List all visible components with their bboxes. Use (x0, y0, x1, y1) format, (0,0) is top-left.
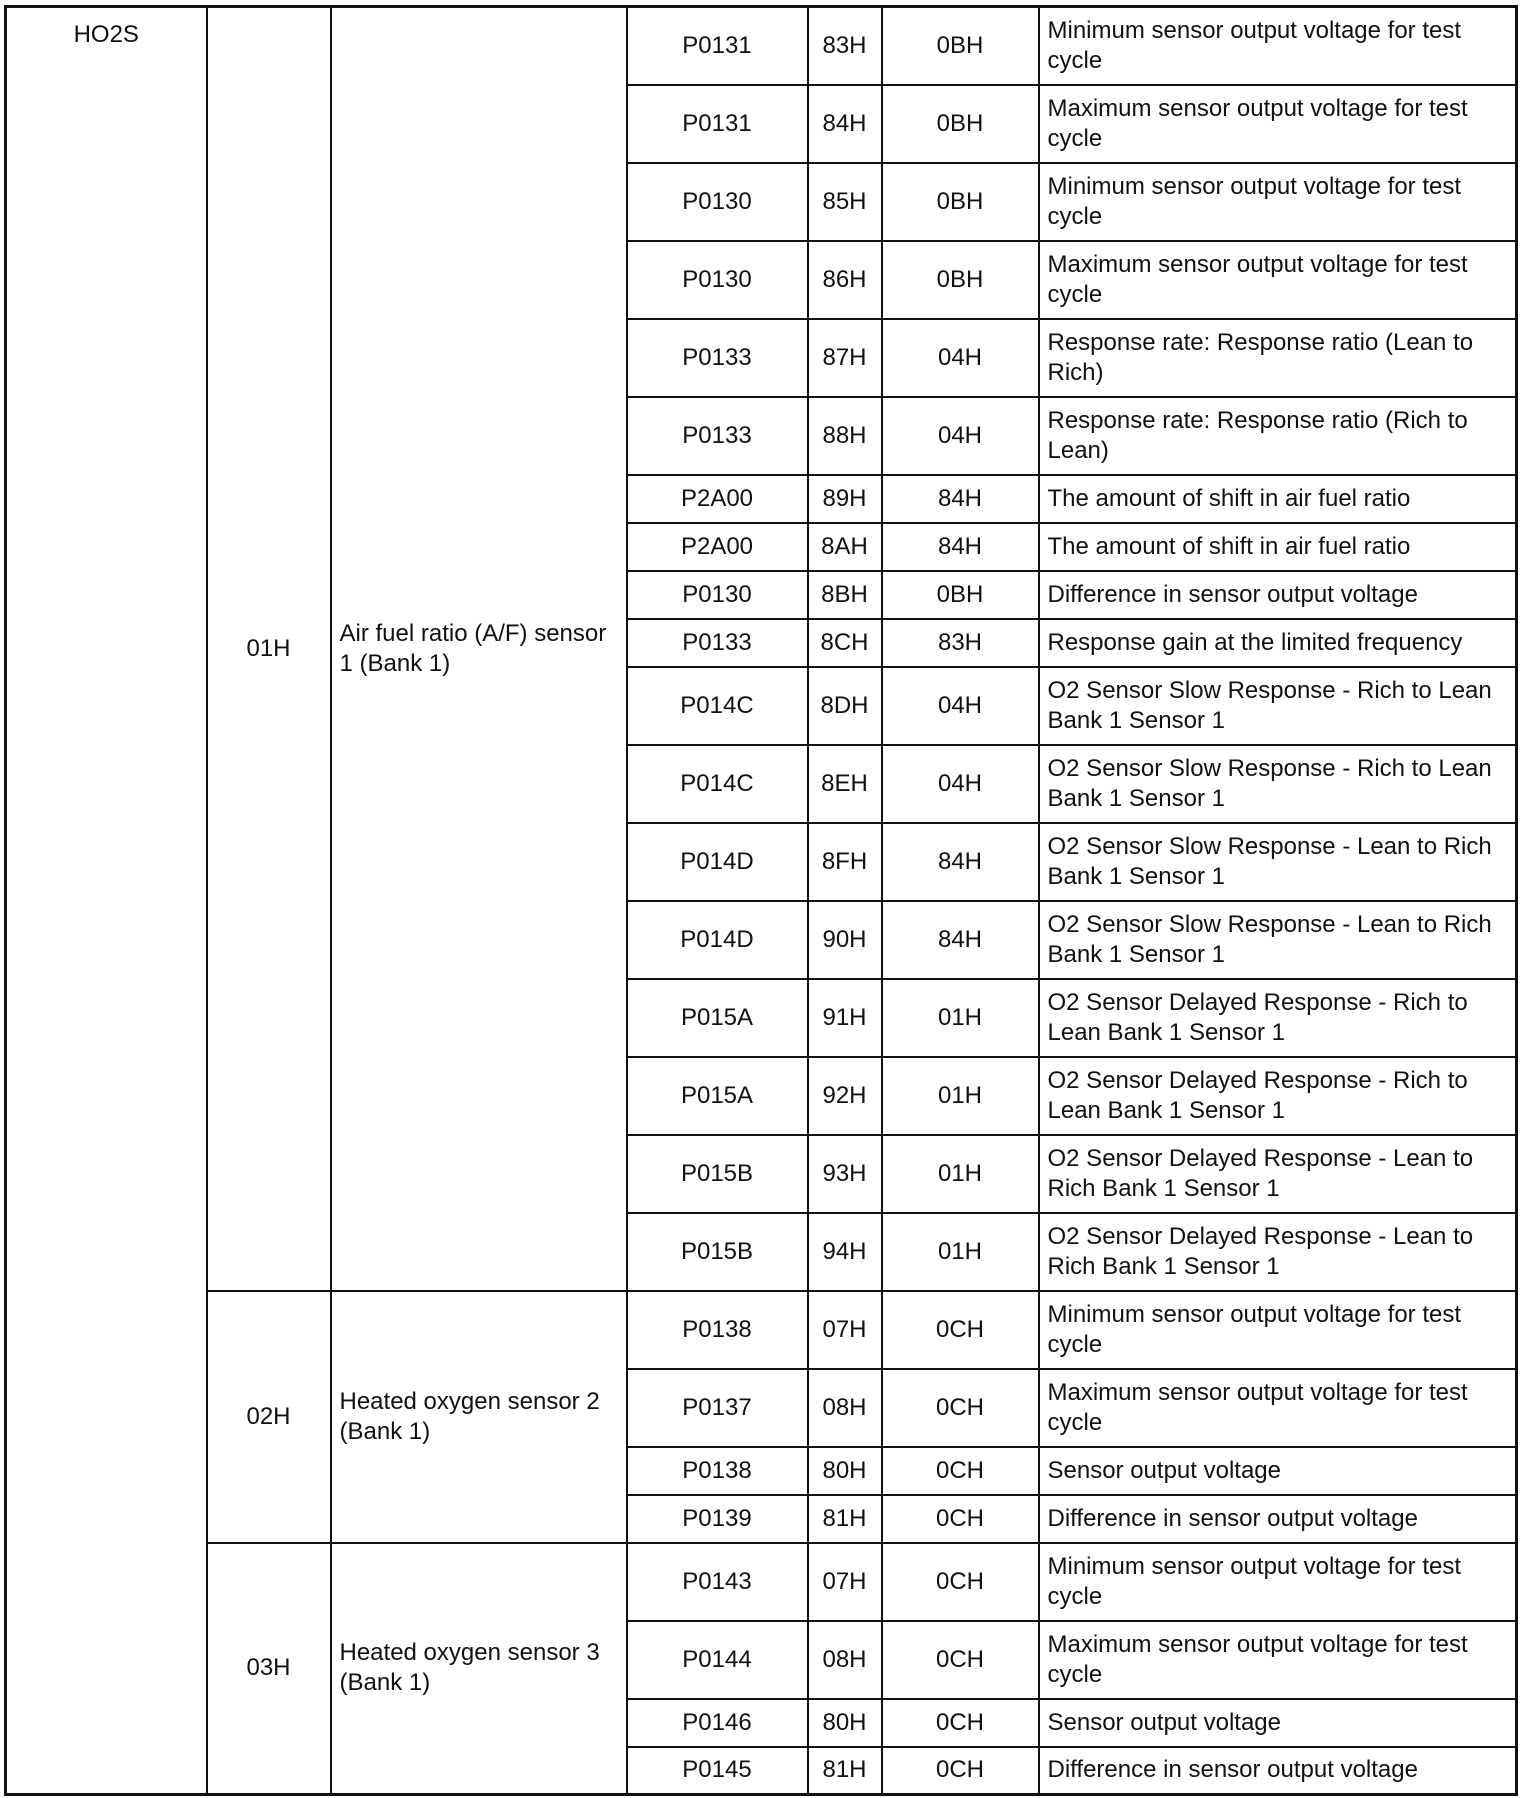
description-cell: O2 Sensor Slow Response - Rich to Lean Bank 1 Sensor 1 (1039, 745, 1517, 823)
monitor-id-cell: 80H (808, 1447, 882, 1495)
dtc-code-cell: P0145 (627, 1747, 808, 1795)
test-id-cell: 02H (207, 1291, 331, 1543)
unit-id-cell: 0BH (882, 241, 1039, 319)
monitor-id-cell: 07H (808, 1291, 882, 1369)
unit-id-cell: 0CH (882, 1447, 1039, 1495)
description-cell: Response rate: Response ratio (Lean to Rich) (1039, 319, 1517, 397)
description-cell: Maximum sensor output voltage for test cycle (1039, 241, 1517, 319)
unit-id-cell: 01H (882, 1213, 1039, 1291)
unit-id-cell: 0CH (882, 1747, 1039, 1795)
description-cell: The amount of shift in air fuel ratio (1039, 523, 1517, 571)
dtc-code-cell: P015A (627, 979, 808, 1057)
dtc-code-cell: P0130 (627, 241, 808, 319)
dtc-code-cell: P0131 (627, 7, 808, 85)
description-cell: Maximum sensor output voltage for test cycle (1039, 1369, 1517, 1447)
description-cell: Sensor output voltage (1039, 1447, 1517, 1495)
description-cell: Response rate: Response ratio (Rich to Lean) (1039, 397, 1517, 475)
table-body (6, 7, 1517, 1795)
component-cell: Air fuel ratio (A/F) sensor 1 (Bank 1) (331, 7, 627, 1291)
unit-id-cell: 0CH (882, 1543, 1039, 1621)
monitor-id-cell: 8BH (808, 571, 882, 619)
dtc-code-cell: P0137 (627, 1369, 808, 1447)
dtc-code-cell: P015B (627, 1135, 808, 1213)
dtc-code-cell: P015B (627, 1213, 808, 1291)
monitor-id-cell: 90H (808, 901, 882, 979)
monitor-id-cell: 86H (808, 241, 882, 319)
dtc-monitor-table (4, 5, 1518, 1796)
unit-id-cell: 01H (882, 1057, 1039, 1135)
unit-id-cell: 0CH (882, 1291, 1039, 1369)
description-cell: Minimum sensor output voltage for test cycle (1039, 7, 1517, 85)
unit-id-cell: 04H (882, 397, 1039, 475)
table-row (6, 1543, 1517, 1621)
description-cell: The amount of shift in air fuel ratio (1039, 475, 1517, 523)
dtc-code-cell: P0133 (627, 619, 808, 667)
unit-id-cell: 84H (882, 523, 1039, 571)
unit-id-cell: 01H (882, 979, 1039, 1057)
unit-id-cell: 0CH (882, 1699, 1039, 1747)
dtc-code-cell: P2A00 (627, 475, 808, 523)
test-id-cell: 01H (207, 7, 331, 1291)
unit-id-cell: 0BH (882, 85, 1039, 163)
dtc-code-cell: P0139 (627, 1495, 808, 1543)
description-cell: Minimum sensor output voltage for test cycle (1039, 1543, 1517, 1621)
monitor-id-cell: 08H (808, 1621, 882, 1699)
dtc-code-cell: P0133 (627, 319, 808, 397)
description-cell: O2 Sensor Slow Response - Lean to Rich Bank 1 Sensor 1 (1039, 901, 1517, 979)
unit-id-cell: 0CH (882, 1369, 1039, 1447)
unit-id-cell: 04H (882, 667, 1039, 745)
dtc-code-cell: P0143 (627, 1543, 808, 1621)
dtc-code-cell: P014C (627, 667, 808, 745)
dtc-code-cell: P0144 (627, 1621, 808, 1699)
dtc-code-cell: P0133 (627, 397, 808, 475)
monitor-id-cell: 84H (808, 85, 882, 163)
unit-id-cell: 04H (882, 319, 1039, 397)
test-id-cell: 03H (207, 1543, 331, 1795)
monitor-id-cell: 93H (808, 1135, 882, 1213)
dtc-code-cell: P015A (627, 1057, 808, 1135)
monitor-id-cell: 8FH (808, 823, 882, 901)
description-cell: O2 Sensor Delayed Response - Lean to Rich Bank 1 Sensor 1 (1039, 1213, 1517, 1291)
description-cell: O2 Sensor Slow Response - Rich to Lean Bank 1 Sensor 1 (1039, 667, 1517, 745)
monitor-id-cell: 85H (808, 163, 882, 241)
dtc-code-cell: P0131 (627, 85, 808, 163)
unit-id-cell: 83H (882, 619, 1039, 667)
unit-id-cell: 0BH (882, 571, 1039, 619)
monitor-id-cell: 89H (808, 475, 882, 523)
table-row (6, 7, 1517, 85)
monitor-id-cell: 8CH (808, 619, 882, 667)
description-cell: Maximum sensor output voltage for test cycle (1039, 85, 1517, 163)
dtc-code-cell: P0130 (627, 163, 808, 241)
monitor-id-cell: 94H (808, 1213, 882, 1291)
monitor-id-cell: 8EH (808, 745, 882, 823)
description-cell: Difference in sensor output voltage (1039, 1495, 1517, 1543)
monitor-id-cell: 88H (808, 397, 882, 475)
table-row (6, 1291, 1517, 1369)
monitor-id-cell: 8DH (808, 667, 882, 745)
component-cell: Heated oxygen sensor 3 (Bank 1) (331, 1543, 627, 1795)
monitor-id-cell: 81H (808, 1495, 882, 1543)
description-cell: Maximum sensor output voltage for test cycle (1039, 1621, 1517, 1699)
dtc-code-cell: P2A00 (627, 523, 808, 571)
dtc-code-cell: P0138 (627, 1291, 808, 1369)
monitor-id-cell: 83H (808, 7, 882, 85)
monitor-id-cell: 08H (808, 1369, 882, 1447)
description-cell: Response gain at the limited frequency (1039, 619, 1517, 667)
unit-id-cell: 01H (882, 1135, 1039, 1213)
dtc-code-cell: P0130 (627, 571, 808, 619)
dtc-code-cell: P0146 (627, 1699, 808, 1747)
unit-id-cell: 0BH (882, 7, 1039, 85)
component-cell: Heated oxygen sensor 2 (Bank 1) (331, 1291, 627, 1543)
system-cell: HO2S (6, 7, 207, 1795)
description-cell: O2 Sensor Delayed Response - Lean to Rich Bank 1 Sensor 1 (1039, 1135, 1517, 1213)
unit-id-cell: 0CH (882, 1621, 1039, 1699)
unit-id-cell: 0CH (882, 1495, 1039, 1543)
unit-id-cell: 84H (882, 823, 1039, 901)
description-cell: O2 Sensor Slow Response - Lean to Rich Bank 1 Sensor 1 (1039, 823, 1517, 901)
description-cell: Minimum sensor output voltage for test cycle (1039, 1291, 1517, 1369)
description-cell: Minimum sensor output voltage for test cycle (1039, 163, 1517, 241)
description-cell: Difference in sensor output voltage (1039, 571, 1517, 619)
description-cell: Sensor output voltage (1039, 1699, 1517, 1747)
description-cell: Difference in sensor output voltage (1039, 1747, 1517, 1795)
monitor-id-cell: 92H (808, 1057, 882, 1135)
dtc-code-cell: P014C (627, 745, 808, 823)
monitor-id-cell: 8AH (808, 523, 882, 571)
unit-id-cell: 84H (882, 475, 1039, 523)
monitor-id-cell: 07H (808, 1543, 882, 1621)
dtc-code-cell: P014D (627, 823, 808, 901)
dtc-code-cell: P0138 (627, 1447, 808, 1495)
unit-id-cell: 84H (882, 901, 1039, 979)
description-cell: O2 Sensor Delayed Response - Rich to Lean Bank 1 Sensor 1 (1039, 979, 1517, 1057)
unit-id-cell: 0BH (882, 163, 1039, 241)
unit-id-cell: 04H (882, 745, 1039, 823)
monitor-id-cell: 81H (808, 1747, 882, 1795)
monitor-id-cell: 80H (808, 1699, 882, 1747)
description-cell: O2 Sensor Delayed Response - Rich to Lean Bank 1 Sensor 1 (1039, 1057, 1517, 1135)
monitor-id-cell: 87H (808, 319, 882, 397)
monitor-id-cell: 91H (808, 979, 882, 1057)
dtc-code-cell: P014D (627, 901, 808, 979)
